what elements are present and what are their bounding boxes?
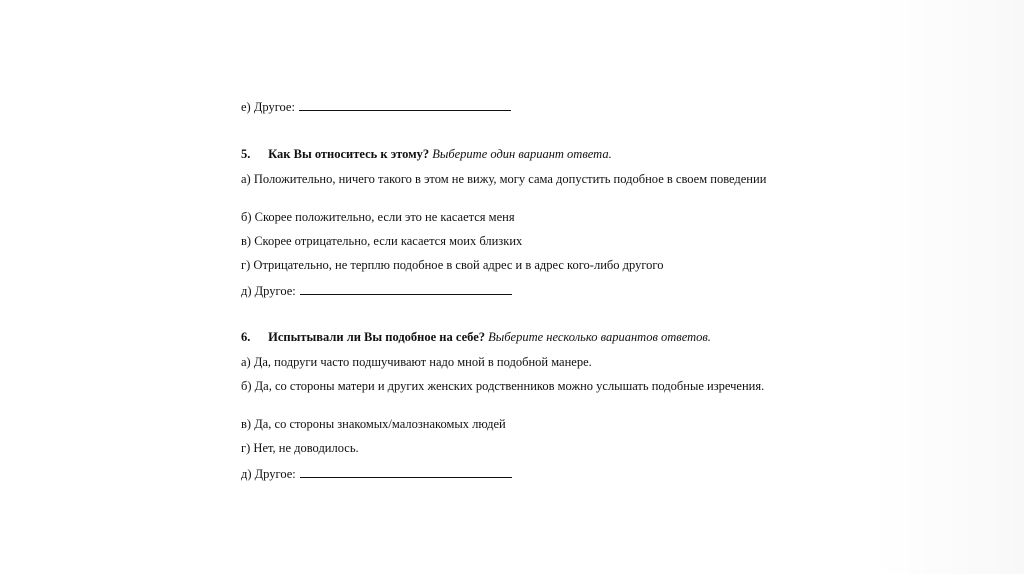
option-text: б) Да, со стороны матери и других женских родственников можно услышать подобные изречения.	[241, 379, 765, 393]
answer-blank-line	[300, 282, 512, 295]
question-6-heading	[241, 330, 711, 345]
option-label: е) Другое:	[241, 100, 295, 114]
q5-option-c: в) Скорее отрицательно, если касается моих близких	[241, 234, 523, 248]
question-hint: Выберите один вариант ответа.	[432, 147, 612, 161]
q6-option-d: г) Нет, не доводилось.	[241, 441, 359, 455]
q6-option-other	[241, 465, 512, 482]
q5-option-a	[196, 172, 811, 187]
question-hint: Выберите несколько вариантов ответов.	[488, 330, 711, 344]
q5-option-b: б) Скорее положительно, если это не касается меня	[241, 210, 515, 224]
option-text: а) Положительно, ничего такого в этом не вижу, могу сама допустить подобное в своем поведении	[241, 172, 767, 186]
q5-option-other	[241, 282, 512, 299]
option-label: д) Другое:	[241, 284, 296, 298]
q6-option-c: в) Да, со стороны знакомых/малознакомых людей	[241, 417, 506, 431]
q5-option-d: г) Отрицательно, не терплю подобное в свой адрес и в адрес кого-либо другого	[241, 258, 664, 272]
slide-edge-shadow	[874, 0, 1024, 574]
question-5-heading	[241, 147, 612, 162]
question-title: Испытывали ли Вы подобное на себе?	[268, 330, 486, 344]
question-number: 5.	[241, 147, 251, 161]
answer-blank-line	[300, 465, 512, 478]
question-number: 6.	[241, 330, 251, 344]
answer-blank-line	[299, 98, 511, 111]
option-label: д) Другое:	[241, 467, 296, 481]
q6-option-a: а) Да, подруги часто подшучивают надо мной в подобной манере.	[241, 355, 592, 369]
prev-other-option	[241, 98, 511, 115]
question-title: Как Вы относитесь к этому?	[268, 147, 430, 161]
q6-option-b	[196, 379, 811, 394]
